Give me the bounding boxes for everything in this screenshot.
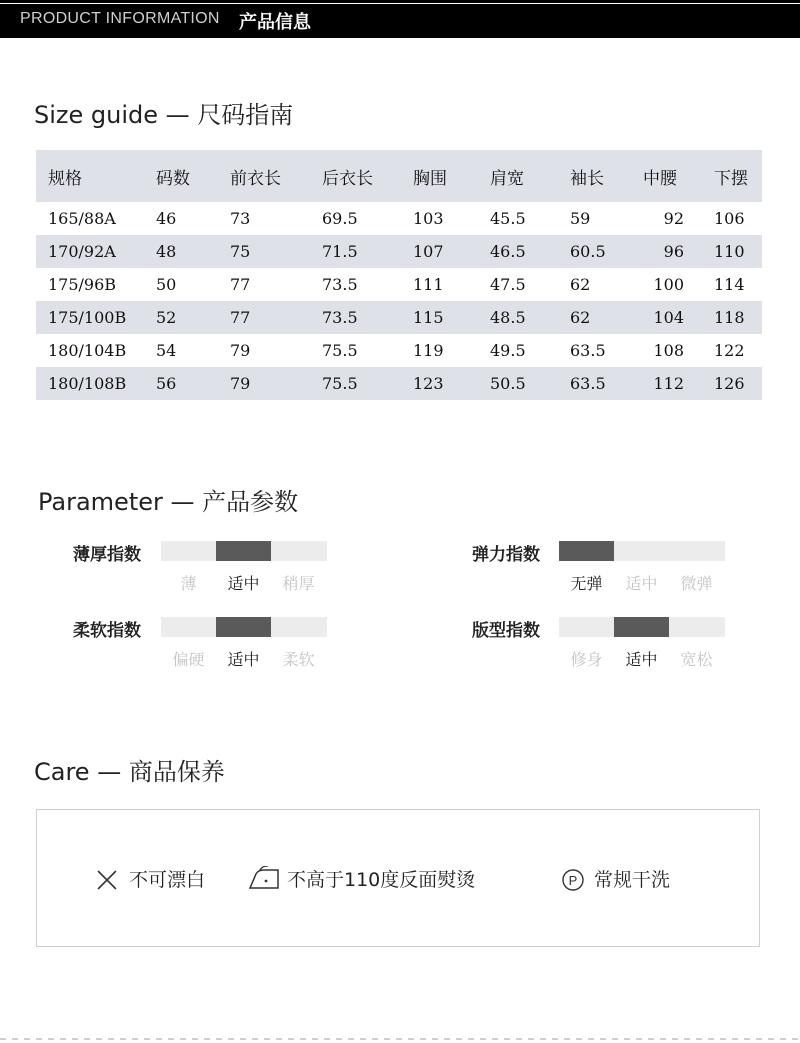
- table-cell: 62: [558, 268, 631, 301]
- table-cell: 106: [702, 202, 762, 235]
- param-bar-indicator: [614, 617, 669, 637]
- table-cell: 47.5: [478, 268, 558, 301]
- bottom-dotted-divider: [0, 1038, 800, 1040]
- table-cell: 112: [631, 367, 702, 400]
- table-cell: 108: [631, 334, 702, 367]
- param-bar-softness: [161, 617, 327, 637]
- table-cell: 49.5: [478, 334, 558, 367]
- param-option-selected: 适中: [625, 650, 658, 669]
- header-bar: [0, 0, 800, 38]
- table-cell: 54: [144, 334, 218, 367]
- param-label-fit: 版型指数: [472, 621, 540, 641]
- param-bar-fit: [559, 617, 725, 637]
- care-title: Care — 商品保养: [34, 758, 225, 786]
- table-cell: 73: [218, 202, 310, 235]
- table-cell: 56: [144, 367, 218, 400]
- table-cell: 170/92A: [36, 235, 144, 268]
- table-cell: 110: [702, 235, 762, 268]
- table-cell: 63.5: [558, 367, 631, 400]
- table-cell: 62: [558, 301, 631, 334]
- table-row: [36, 367, 762, 400]
- table-cell: 122: [702, 334, 762, 367]
- param-option: 微弹: [680, 574, 713, 593]
- param-option-selected: 无弹: [570, 574, 603, 593]
- table-cell: 45.5: [478, 202, 558, 235]
- param-bar-indicator: [559, 541, 614, 561]
- table-cell: 111: [401, 268, 478, 301]
- param-option: 宽松: [680, 650, 713, 669]
- table-cell: 48: [144, 235, 218, 268]
- table-cell: 180/108B: [36, 367, 144, 400]
- care-text-no-bleach: 不可漂白: [129, 869, 206, 891]
- table-cell: 52: [144, 301, 218, 334]
- table-cell: 75: [218, 235, 310, 268]
- column-header: 规格: [36, 150, 144, 202]
- table-row: [36, 268, 762, 301]
- table-cell: 50: [144, 268, 218, 301]
- column-header: 肩宽: [478, 150, 558, 202]
- param-option: 偏硬: [172, 650, 205, 669]
- table-cell: 63.5: [558, 334, 631, 367]
- table-cell: 59: [558, 202, 631, 235]
- table-cell: 79: [218, 367, 310, 400]
- table-cell: 96: [631, 235, 702, 268]
- param-option: 柔软: [282, 650, 315, 669]
- table-cell: 69.5: [310, 202, 401, 235]
- table-cell: 175/100B: [36, 301, 144, 334]
- param-option-selected: 适中: [227, 574, 260, 593]
- header-divider: [0, 3, 800, 4]
- table-cell: 175/96B: [36, 268, 144, 301]
- table-cell: 115: [401, 301, 478, 334]
- table-cell: 60.5: [558, 235, 631, 268]
- table-cell: 126: [702, 367, 762, 400]
- table-cell: 48.5: [478, 301, 558, 334]
- iron-icon: [248, 866, 282, 892]
- table-cell: 180/104B: [36, 334, 144, 367]
- header-title-en: PRODUCT INFORMATION: [20, 10, 220, 27]
- table-cell: 165/88A: [36, 202, 144, 235]
- param-label-softness: 柔软指数: [73, 621, 141, 641]
- table-cell: 103: [401, 202, 478, 235]
- param-label-elasticity: 弹力指数: [472, 545, 540, 565]
- param-option: 稍厚: [282, 574, 315, 593]
- table-header-row: [36, 150, 762, 202]
- care-text-dry-clean: 常规干洗: [594, 869, 671, 891]
- table-cell: 79: [218, 334, 310, 367]
- care-text-iron: 不高于110度反面熨烫: [287, 869, 476, 891]
- header-title-cn: 产品信息: [239, 12, 311, 33]
- param-bar-elasticity: [559, 541, 725, 561]
- table-row: [36, 202, 762, 235]
- table-cell: 114: [702, 268, 762, 301]
- size-guide-title: Size guide — 尺码指南: [34, 101, 294, 129]
- column-header: 中腰: [631, 150, 702, 202]
- param-option: 修身: [570, 650, 603, 669]
- table-cell: 92: [631, 202, 702, 235]
- table-row: [36, 301, 762, 334]
- table-row: [36, 235, 762, 268]
- param-bar-thickness: [161, 541, 327, 561]
- table-cell: 75.5: [310, 367, 401, 400]
- column-header: 胸围: [401, 150, 478, 202]
- table-cell: 123: [401, 367, 478, 400]
- no-bleach-icon: [96, 869, 118, 891]
- table-cell: 100: [631, 268, 702, 301]
- table-cell: 73.5: [310, 301, 401, 334]
- column-header: 码数: [144, 150, 218, 202]
- table-cell: 77: [218, 268, 310, 301]
- table-cell: 107: [401, 235, 478, 268]
- table-row: [36, 334, 762, 367]
- table-cell: 75.5: [310, 334, 401, 367]
- table-cell: 77: [218, 301, 310, 334]
- column-header: 后衣长: [310, 150, 401, 202]
- param-bar-indicator: [216, 617, 271, 637]
- table-cell: 73.5: [310, 268, 401, 301]
- size-table: [36, 150, 762, 400]
- param-label-thickness: 薄厚指数: [73, 545, 141, 565]
- column-header: 袖长: [558, 150, 631, 202]
- param-option-selected: 适中: [227, 650, 260, 669]
- svg-text:P: P: [568, 873, 578, 888]
- table-cell: 46.5: [478, 235, 558, 268]
- column-header: 下摆: [702, 150, 762, 202]
- table-cell: 71.5: [310, 235, 401, 268]
- parameter-title: Parameter — 产品参数: [38, 488, 299, 516]
- param-option: 适中: [625, 574, 658, 593]
- param-option: 薄: [180, 574, 197, 593]
- dry-clean-p-icon: [561, 868, 585, 892]
- column-header: 前衣长: [218, 150, 310, 202]
- param-bar-indicator: [216, 541, 271, 561]
- table-cell: 46: [144, 202, 218, 235]
- table-cell: 50.5: [478, 367, 558, 400]
- table-cell: 118: [702, 301, 762, 334]
- table-cell: 119: [401, 334, 478, 367]
- table-cell: 104: [631, 301, 702, 334]
